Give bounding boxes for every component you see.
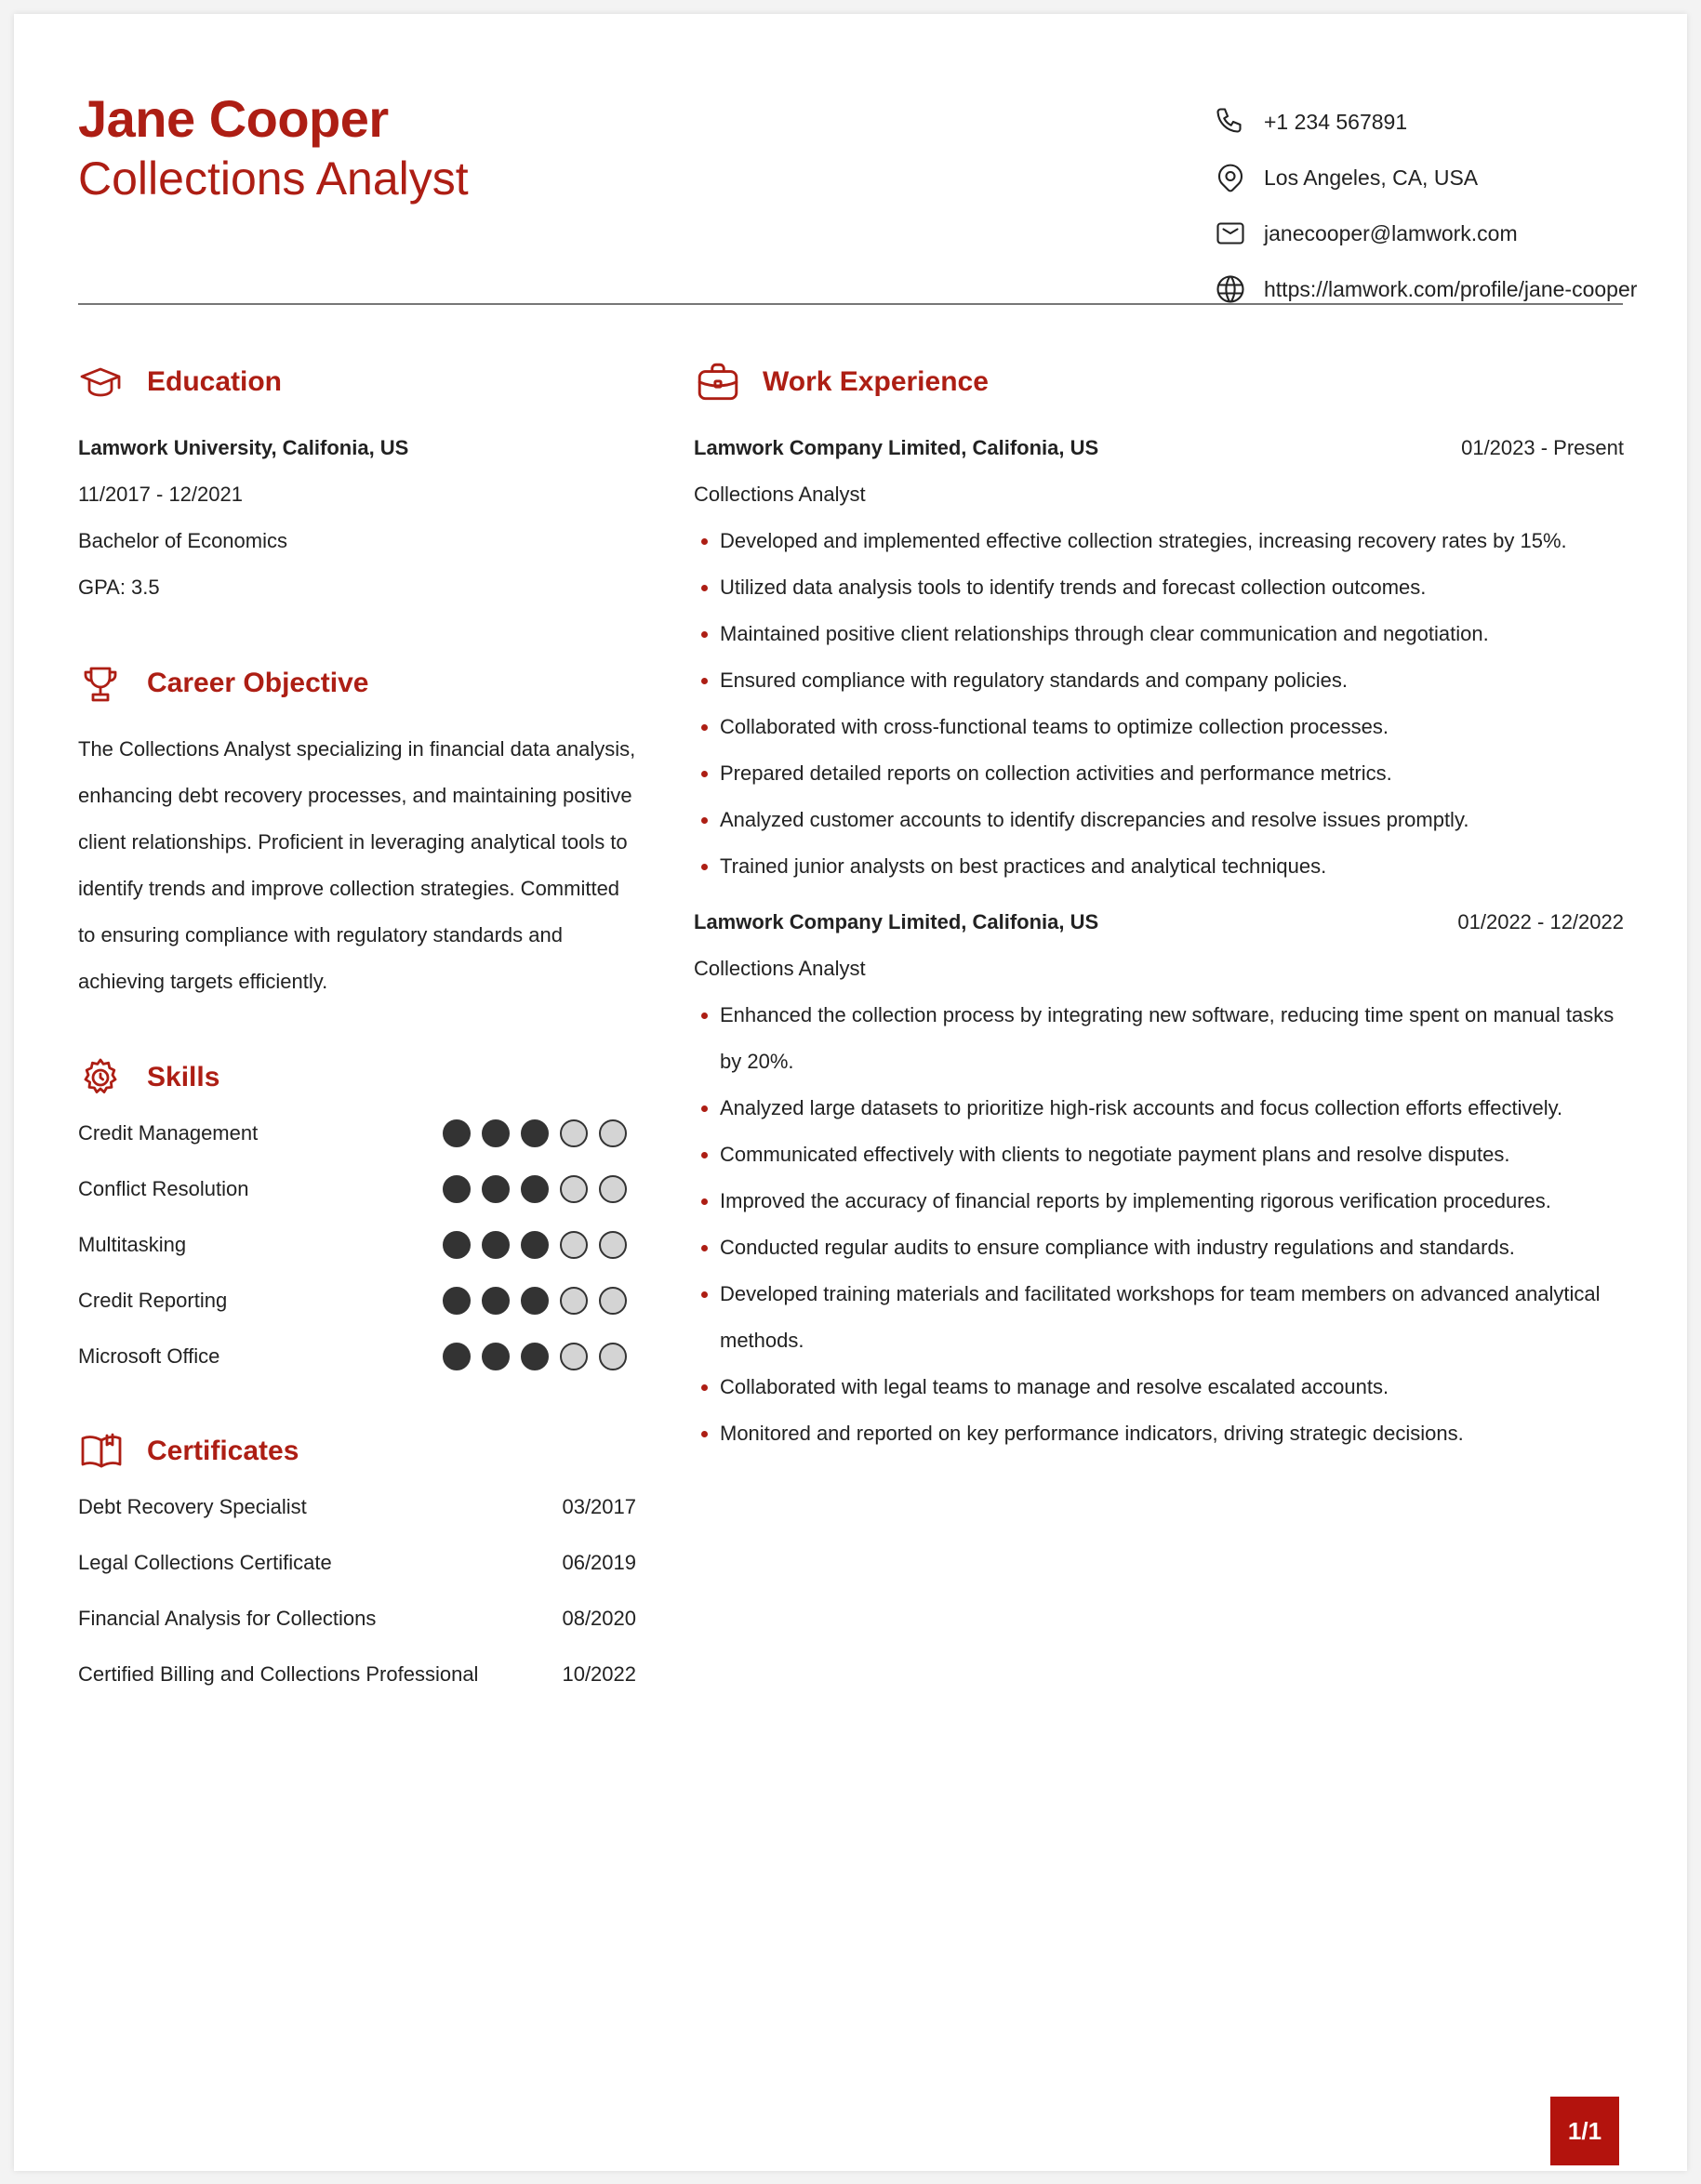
candidate-name: Jane Cooper xyxy=(78,89,389,148)
certificate-name: Financial Analysis for Collections xyxy=(78,1607,377,1630)
job-bullet: Collaborated with cross-functional teams to optimize collection processes. xyxy=(694,704,1624,750)
phone-icon xyxy=(1212,103,1249,140)
globe-icon xyxy=(1212,271,1249,308)
objective-line: The Collections Analyst specializing in financial data analysis, xyxy=(78,737,636,761)
rating-dot-filled xyxy=(521,1231,549,1259)
contact-location xyxy=(1212,150,1637,205)
skill-name: Credit Management xyxy=(78,1121,259,1145)
header-divider xyxy=(78,303,1623,305)
job-bullets xyxy=(694,992,1624,1457)
briefcase-icon xyxy=(694,358,746,406)
certificates-heading: Certificates xyxy=(147,1436,299,1466)
certificate-date: 08/2020 xyxy=(562,1607,636,1630)
left-column xyxy=(78,358,636,1702)
skill-row xyxy=(78,1273,636,1329)
job-dates: 01/2023 - Present xyxy=(1461,436,1624,459)
rating-dot-empty xyxy=(560,1343,588,1370)
education-heading: Education xyxy=(147,366,283,397)
skill-rating xyxy=(443,1287,627,1315)
skill-name: Multitasking xyxy=(78,1233,187,1256)
rating-dot-filled xyxy=(482,1343,510,1370)
skill-row xyxy=(78,1161,636,1217)
skill-rating xyxy=(443,1119,627,1147)
job-bullet: Monitored and reported on key performance indicators, driving strategic decisions. xyxy=(694,1410,1624,1457)
career-objective-section xyxy=(78,659,636,1005)
job-dates: 01/2022 - 12/2022 xyxy=(1457,910,1624,933)
skill-name: Credit Reporting xyxy=(78,1289,228,1312)
rating-dot-empty xyxy=(599,1343,627,1370)
education-gpa: GPA: 3.5 xyxy=(78,576,160,599)
skill-rating xyxy=(443,1231,627,1259)
job-company: Lamwork Company Limited, Califonia, US xyxy=(694,910,1099,933)
rating-dot-filled xyxy=(521,1287,549,1315)
education-school: Lamwork University, Califonia, US xyxy=(78,436,409,459)
certificate-name: Legal Collections Certificate xyxy=(78,1551,332,1574)
location-pin-icon xyxy=(1212,159,1249,196)
gear-icon xyxy=(78,1053,130,1102)
resume-page xyxy=(14,14,1687,2171)
career-objective-heading: Career Objective xyxy=(147,668,369,698)
certificate-row xyxy=(78,1591,636,1647)
skill-rating xyxy=(443,1175,627,1203)
rating-dot-filled xyxy=(443,1287,471,1315)
objective-line: identify trends and improve collection strategies. Committed xyxy=(78,877,620,900)
job-company: Lamwork Company Limited, Califonia, US xyxy=(694,436,1099,459)
job-bullet: Maintained positive client relationships through clear communication and negotiation. xyxy=(694,611,1624,657)
rating-dot-empty xyxy=(599,1119,627,1147)
job-role: Collections Analyst xyxy=(694,957,866,980)
contact-phone-text: +1 234 567891 xyxy=(1264,109,1408,134)
mail-icon xyxy=(1212,215,1249,252)
contact-email xyxy=(1212,205,1637,261)
rating-dot-empty xyxy=(560,1119,588,1147)
skills-list xyxy=(78,1105,636,1384)
skill-rating xyxy=(443,1343,627,1370)
rating-dot-filled xyxy=(443,1175,471,1203)
work-experience-section xyxy=(694,358,1624,1457)
job-bullet: Analyzed large datasets to prioritize high-risk accounts and focus collection efforts effectively. xyxy=(694,1085,1624,1132)
certificate-date: 10/2022 xyxy=(562,1662,636,1686)
job-bullet: Trained junior analysts on best practices and analytical techniques. xyxy=(694,843,1624,890)
skill-row xyxy=(78,1329,636,1384)
contact-list xyxy=(1212,94,1637,317)
page-indicator: 1/1 xyxy=(1550,2097,1619,2165)
skill-row xyxy=(78,1105,636,1161)
rating-dot-filled xyxy=(482,1119,510,1147)
rating-dot-filled xyxy=(443,1119,471,1147)
objective-line: to ensuring compliance with regulatory standards and xyxy=(78,923,563,946)
book-icon xyxy=(78,1427,130,1476)
rating-dot-filled xyxy=(443,1343,471,1370)
right-column xyxy=(694,358,1624,1457)
certificate-date: 06/2019 xyxy=(562,1551,636,1574)
certificate-row xyxy=(78,1535,636,1591)
job-bullet: Improved the accuracy of financial reports by implementing rigorous verification procedures. xyxy=(694,1178,1624,1224)
objective-line: client relationships. Proficient in leveraging analytical tools to xyxy=(78,830,628,854)
certificate-name: Debt Recovery Specialist xyxy=(78,1495,307,1518)
job-bullet: Enhanced the collection process by integrating new software, reducing time spent on manual tasks by 20%. xyxy=(694,992,1624,1085)
rating-dot-empty xyxy=(599,1175,627,1203)
job-bullet: Ensured compliance with regulatory standards and company policies. xyxy=(694,657,1624,704)
certificates-section xyxy=(78,1427,636,1702)
job-bullet: Collaborated with legal teams to manage and resolve escalated accounts. xyxy=(694,1364,1624,1410)
rating-dot-filled xyxy=(521,1175,549,1203)
job-role: Collections Analyst xyxy=(694,483,866,506)
rating-dot-filled xyxy=(482,1231,510,1259)
rating-dot-filled xyxy=(521,1343,549,1370)
rating-dot-filled xyxy=(521,1119,549,1147)
job-bullet: Utilized data analysis tools to identify trends and forecast collection outcomes. xyxy=(694,564,1624,611)
job-entry xyxy=(694,425,1624,890)
work-experience-heading: Work Experience xyxy=(763,366,989,397)
certificate-name: Certified Billing and Collections Professional xyxy=(78,1662,479,1686)
rating-dot-empty xyxy=(560,1175,588,1203)
contact-website xyxy=(1212,261,1637,317)
skill-name: Microsoft Office xyxy=(78,1344,220,1368)
rating-dot-filled xyxy=(443,1231,471,1259)
job-entry xyxy=(694,899,1624,1457)
certificate-row xyxy=(78,1479,636,1535)
job-bullets xyxy=(694,518,1624,890)
contact-email-text[interactable]: janecooper@lamwork.com xyxy=(1264,220,1518,245)
rating-dot-empty xyxy=(560,1287,588,1315)
job-bullet: Communicated effectively with clients to negotiate payment plans and resolve disputes. xyxy=(694,1132,1624,1178)
contact-phone xyxy=(1212,94,1637,150)
job-bullet: Conducted regular audits to ensure compliance with industry regulations and standards. xyxy=(694,1224,1624,1271)
contact-website-link[interactable]: https://lamwork.com/profile/jane-cooper xyxy=(1264,276,1638,301)
candidate-title: Collections Analyst xyxy=(78,152,469,205)
job-bullet: Developed and implemented effective collection strategies, increasing recovery rates by 15%. xyxy=(694,518,1624,564)
rating-dot-filled xyxy=(482,1287,510,1315)
skills-section xyxy=(78,1053,636,1384)
education-dates: 11/2017 - 12/2021 xyxy=(78,483,243,506)
education-section xyxy=(78,358,636,611)
certificate-date: 03/2017 xyxy=(562,1495,636,1518)
objective-line: achieving targets efficiently. xyxy=(78,970,328,993)
job-bullet: Prepared detailed reports on collection activities and performance metrics. xyxy=(694,750,1624,797)
graduation-cap-icon xyxy=(78,358,130,406)
rating-dot-empty xyxy=(599,1231,627,1259)
certificate-row xyxy=(78,1647,636,1702)
rating-dot-empty xyxy=(599,1287,627,1315)
job-bullet: Developed training materials and facilitated workshops for team members on advanced analytical methods. xyxy=(694,1271,1624,1364)
job-bullet: Analyzed customer accounts to identify discrepancies and resolve issues promptly. xyxy=(694,797,1624,843)
trophy-icon xyxy=(78,659,130,708)
objective-line: enhancing debt recovery processes, and maintaining positive xyxy=(78,784,632,807)
education-degree: Bachelor of Economics xyxy=(78,529,287,552)
rating-dot-empty xyxy=(560,1231,588,1259)
skill-row xyxy=(78,1217,636,1273)
skill-name: Conflict Resolution xyxy=(78,1177,249,1200)
contact-location-text: Los Angeles, CA, USA xyxy=(1264,165,1479,190)
rating-dot-filled xyxy=(482,1175,510,1203)
skills-heading: Skills xyxy=(147,1062,220,1092)
